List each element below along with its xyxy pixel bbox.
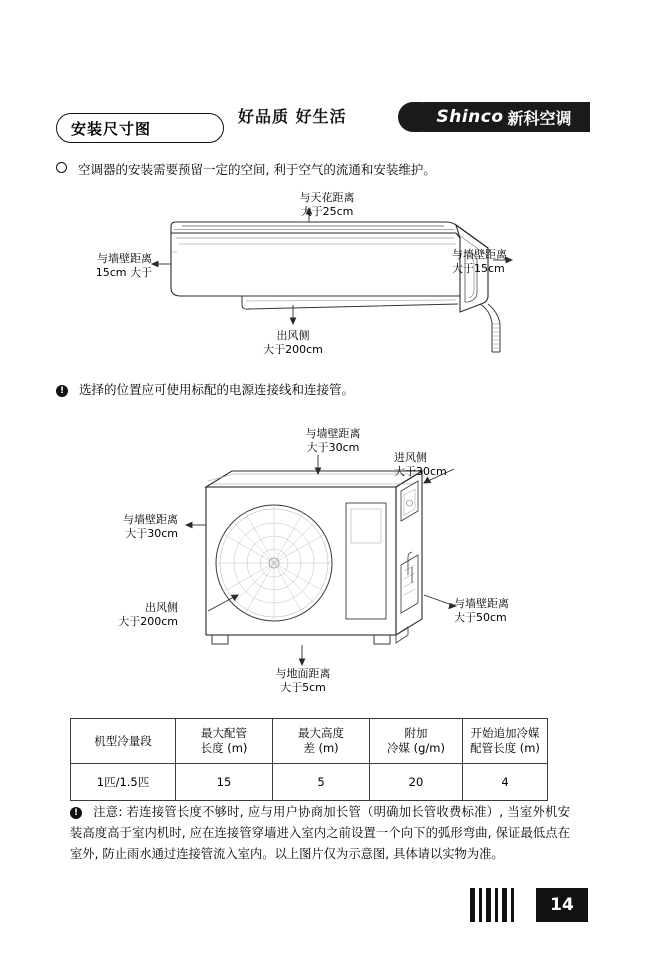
label-outdoor-top-wall-distance — [278, 427, 388, 455]
label-indoor-air-outlet-line1: 出风侧 — [276, 329, 310, 342]
table-header-max-length-line2: 长度 (m) — [200, 741, 248, 755]
page-number: 14 — [536, 888, 588, 922]
barcode-bar — [495, 888, 498, 922]
table-header-cell-max-length — [176, 719, 273, 764]
intro-note-text: 空调器的安装需要预留一定的空间, 利于空气的流通和安装维护。 — [77, 162, 436, 177]
table-header-cell-max-height — [273, 719, 370, 764]
table-header-max-length-line1: 最大配管 — [201, 726, 247, 740]
intro-note — [56, 161, 436, 179]
label-outdoor-right-wall-distance-line2: 大于50cm — [454, 611, 507, 624]
table-header-cell-start-add — [463, 719, 548, 764]
page-footer — [470, 888, 588, 922]
label-outdoor-top-wall-distance-line2: 大于30cm — [306, 441, 360, 454]
table-cell-start-add: 4 — [463, 764, 548, 801]
label-ground-distance-line1: 与地面距离 — [275, 667, 331, 680]
table-header-cell-model — [71, 719, 176, 764]
table-cell-extra-refrigerant: 20 — [370, 764, 463, 801]
label-outdoor-right-wall-distance — [454, 597, 576, 625]
table-header-start-add-line2: 配管长度 (m) — [470, 741, 540, 755]
table-header — [71, 719, 548, 764]
caution-text: 若连接管长度不够时, 应与用户协商加长管（明确加长管收费标准）, 当室外机安装高度高于室内机时, 应在连接管穿墙进入室内之前设置一个向下的弧形弯曲, 保证最低点在室外, 防止雨水通过连接管流入室内。以上图片仅为示意图, 具体请以实物为准。 — [70, 805, 570, 861]
label-outdoor-air-outlet-line1: 出风侧 — [145, 601, 178, 614]
label-air-intake — [394, 451, 514, 479]
label-ground-distance-line2: 大于5cm — [280, 681, 326, 694]
brand-chinese-text: 新科空调 — [507, 108, 572, 128]
outdoor-unit-diagram — [56, 425, 596, 695]
label-right-wall-distance-line2: 大于15cm — [452, 262, 505, 275]
brand-logo — [418, 102, 590, 132]
label-outdoor-air-outlet-line2: 大于200cm — [118, 615, 178, 628]
table-header-cell-extra-refrigerant — [370, 719, 463, 764]
label-outdoor-right-wall-distance-line1: 与墙壁距离 — [454, 597, 509, 610]
barcode-bar — [479, 888, 482, 922]
label-left-wall-distance-line1: 与墙壁距离 — [97, 252, 152, 265]
label-air-intake-line1: 进风侧 — [394, 451, 427, 464]
header-slogan: 好品质 好生活 — [238, 107, 347, 126]
label-outdoor-left-wall-distance-line2: 大于30cm — [125, 527, 178, 540]
label-ground-distance — [248, 667, 358, 695]
label-ceiling-distance-line2: 大于25cm — [300, 205, 354, 218]
brand-latin-text: Shinco — [436, 107, 504, 127]
section-title — [56, 113, 224, 143]
label-left-wall-distance — [40, 252, 152, 280]
label-right-wall-distance — [452, 248, 572, 276]
section-title-label: 安装尺寸图 — [71, 119, 152, 138]
exclamation-icon: ! — [56, 385, 68, 397]
power-cable-note — [56, 381, 354, 399]
table-header-extra-refrigerant-line2: 冷媒 (g/m) — [386, 741, 445, 755]
barcode-decoration — [470, 888, 532, 922]
table-cell-model: 1匹/1.5匹 — [71, 764, 176, 801]
outdoor-unit-drawing — [56, 425, 596, 695]
hollow-bullet-icon — [56, 162, 67, 173]
label-outdoor-air-outlet — [56, 601, 178, 629]
barcode-bar — [486, 888, 491, 922]
label-ceiling-distance-line1: 与天花距离 — [299, 191, 355, 204]
label-ceiling-distance — [272, 191, 382, 219]
power-cable-note-text: 选择的位置应可使用标配的电源连接线和连接管。 — [78, 382, 354, 397]
table-header-max-height-line1: 最大高度 — [298, 726, 344, 740]
table-cell-max-height: 5 — [273, 764, 370, 801]
label-indoor-air-outlet-line2: 大于200cm — [263, 343, 323, 356]
table-body — [71, 764, 548, 801]
indoor-unit-diagram — [56, 192, 596, 372]
label-outdoor-top-wall-distance-line1: 与墙壁距离 — [305, 427, 361, 440]
caution-note — [70, 802, 570, 865]
label-right-wall-distance-line1: 与墙壁距离 — [452, 248, 507, 261]
page-header — [0, 48, 650, 128]
table-header-extra-refrigerant-line1: 附加 — [404, 726, 428, 740]
barcode-bar — [502, 888, 507, 922]
table-header-start-add-line1: 开始追加冷媒 — [470, 726, 540, 740]
barcode-bar — [470, 888, 475, 922]
caution-prefix: 注意: — [93, 805, 123, 819]
table-header-row — [71, 719, 548, 764]
label-outdoor-left-wall-distance — [66, 513, 178, 541]
label-air-intake-line2: 大于30cm — [394, 465, 447, 478]
caution-exclamation-icon: ! — [70, 807, 82, 819]
label-indoor-air-outlet — [239, 329, 347, 357]
table-row — [71, 764, 548, 801]
table-header-model-line1: 机型冷量段 — [94, 733, 152, 748]
label-left-wall-distance-line2: 15cm 大于 — [95, 266, 152, 279]
piping-spec-table — [70, 718, 548, 801]
barcode-bar — [511, 888, 514, 922]
label-outdoor-left-wall-distance-line1: 与墙壁距离 — [123, 513, 178, 526]
table-cell-max-length: 15 — [176, 764, 273, 801]
table-header-max-height-line2: 差 (m) — [303, 741, 339, 755]
